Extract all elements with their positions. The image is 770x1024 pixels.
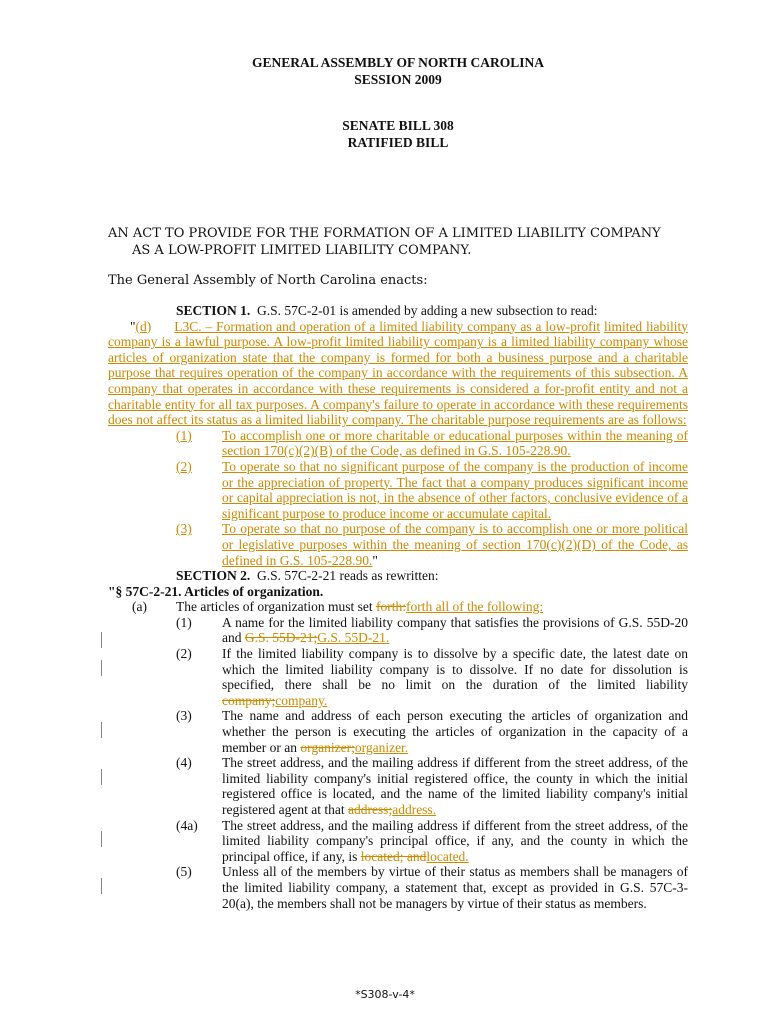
purpose-item-3-text: To operate so that no purpose of the company is to accomplish one or more political or legislative purposes within the meaning of section 170(c)(2)(D) of the Code, as defined in G.S. 105-228.90. [222,521,688,568]
article-item-4 [108,755,688,817]
change-bar [101,769,102,785]
section-1-intro [108,303,688,319]
change-bar [101,831,102,847]
subsection-a-num: (a) [132,599,147,615]
article-item-4a-deleted: located; and [360,848,427,864]
article-item-1-num: (1) [176,614,192,630]
purpose-item-2-text: To operate so that no significant purpose of the company is the production of income or the appreciation of property. The fact that a company produces significant income or capital appreciation is not, in the absence of other factors, conclusive evidence of a significant purpose to produce income or accumulate capital. [222,458,688,521]
article-item-1 [108,615,688,646]
subsection-d-lead: L3C. – Formation and operation of a limited liability company as a low-profit [174,318,601,334]
article-item-2-deleted: company; [222,692,276,708]
open-quote: " [130,318,136,334]
section-2-text: G.S. 57C-2-21 reads as rewritten: [257,568,439,584]
purpose-item-1-num: (1) [176,427,192,443]
act-title [108,225,698,259]
article-item-5-num: (5) [176,864,192,880]
subsection-d-body: limited liability company is a lawful purpose. A low-profit limited liability company is a limited liability company whose articles of organization state that the company is formed for both a business purpose and a charitable purpose that requires operation of the company in accordance with the requirements of this subsection. A company that operates in accordance with these requirements is considered a for-profit entity and not a charitable entity for all tax purposes. A company's failure to operate in accordance with these requirements does not affect its status as a limited liability company. The charitable purpose requirements are as follows: [108,318,689,428]
article-item-1-inserted: G.S. 55D-21. [317,630,390,646]
article-item-2-inserted: company. [275,692,328,708]
article-item-2-num: (2) [176,646,192,662]
subsection-d-label: (d) [135,318,152,334]
article-item-4a-text: The street address, and the mailing address if different from the street address, of the limited liability company's principal office, if any, and the county in which the principal office, if any, is [222,817,688,864]
purpose-item-2 [108,459,688,521]
article-item-4-deleted: address; [347,802,393,817]
article-item-3-deleted: organizer; [300,739,355,755]
article-item-4a-inserted: located. [426,848,469,864]
session-title: SESSION 2009 [354,72,442,87]
article-item-2-text: If the limited liability company is to dissolve by a specific date, the latest date on which the limited liability company is to dissolve. If no date for dissolution is specified, there shall be no limit on the duration of the limited liability [222,646,688,693]
article-item-4-text: The street address, and the mailing address if different from the street address, of the limited liability company's initial registered office, the county in which the initial registered office is located, and the name of the limited liability company's initial registered agent at that [222,755,688,817]
change-bar [101,660,102,676]
article-item-4a-num: (4a) [176,817,198,833]
article-item-5-text: Unless all of the members by virtue of their status as members shall be managers of the limited liability company, a statement that, except as provided in G.S. 57C-3-20(a), the members shall not be managers by virtue of their status as members. [222,864,688,911]
subsection-a-inserted: forth all of the following: [405,599,544,615]
article-item-4-inserted: address. [392,802,437,817]
act-title-line-2: AS A LOW-PROFIT LIMITED LIABILITY COMPANY. [132,243,472,258]
act-title-line-1: AN ACT TO PROVIDE FOR THE FORMATION OF A LIMITED LIABILITY COMPANY [108,226,661,241]
article-item-1-deleted: G.S. 55D-21; [244,630,318,646]
change-bar [101,632,102,648]
section-1-heading: SECTION 1. [176,303,251,318]
bill-number: SENATE BILL 308 [342,118,454,133]
article-item-4-num: (4) [176,755,192,771]
close-quote: " [372,552,378,568]
change-bar [101,722,102,738]
purpose-item-3 [108,521,688,568]
statute-heading: "§ 57C-2-21. Articles of organization. [108,583,324,599]
enacting-clause: The General Assembly of North Carolina enacts: [108,273,428,288]
purpose-item-1 [108,428,688,459]
article-item-1-text: A name for the limited liability company that satisfies the provisions of G.S. 55D-20 and [222,614,688,646]
article-item-3 [108,708,688,755]
purpose-item-3-num: (3) [176,521,192,537]
section-2-heading: SECTION 2. [176,568,251,584]
article-item-2 [108,646,688,708]
document-footer: *S308-v-4* [355,988,415,1001]
bill-status: RATIFIED BILL [347,135,449,150]
section-1-text: G.S. 57C-2-01 is amended by adding a new subsection to read: [257,303,598,318]
article-item-5 [108,864,688,911]
subsection-a [108,599,688,615]
section-1 [108,303,688,911]
change-bar [101,878,102,894]
purpose-item-2-num: (2) [176,458,192,474]
article-item-3-text: The name and address of each person executing the articles of organization and whether the person is executing the articles of organization in the capacity of a member or an [222,708,688,755]
section-1-subsection-d [108,319,688,428]
subsection-a-text: The articles of organization must set [176,599,373,615]
assembly-title: GENERAL ASSEMBLY OF NORTH CAROLINA [251,55,545,70]
subsection-a-deleted: forth: [375,599,406,615]
article-item-3-inserted: organizer. [354,739,409,755]
article-item-3-num: (3) [176,708,192,724]
section-2-intro [108,568,688,584]
article-item-4a [108,818,688,865]
purpose-item-1-text: To accomplish one or more charitable or educational purposes within the meaning of section 170(c)(2)(B) of the Code, as defined in G.S. 105-228.90. [222,427,688,459]
document-header [0,54,770,151]
